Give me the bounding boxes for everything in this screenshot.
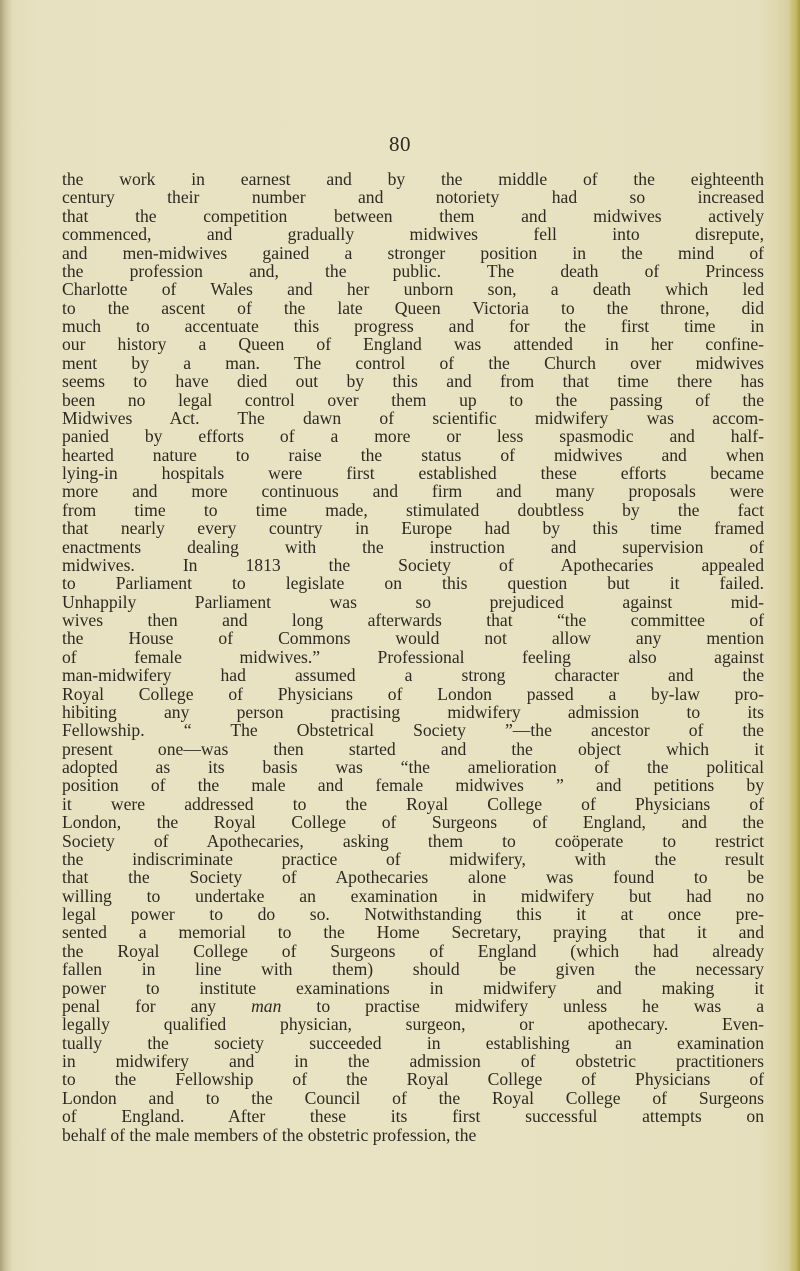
text-line: man-midwifery had assumed a strong character and the (62, 665, 764, 686)
text-line: the House of Commons would not allow any mention (62, 628, 764, 649)
text-line: behalf of the male members of the obstetric profession, the (62, 1124, 477, 1145)
text-line: the indiscriminate practice of midwifery, with the result (62, 848, 764, 869)
text-line: legally qualified physician, surgeon, or apothecary. Even- (62, 1014, 764, 1035)
page-edge (788, 0, 800, 1271)
text-line: to Parliament to legislate on this question but it failed. (62, 573, 764, 594)
text-line: wives then and long afterwards that “the committee of (62, 610, 764, 630)
text-line: much to accentuate this progress and for the first time in (62, 316, 764, 336)
text-line: been no legal control over them up to the passing of the (62, 389, 764, 410)
text-line: Society of Apothecaries, asking them to coöperate to restrict (62, 830, 764, 851)
text-line: commenced, and gradually midwives fell into disrepute, (62, 224, 764, 245)
text-line: panied by efforts of a more or less spasmodic and half- (62, 426, 764, 447)
text-line: London, the Royal College of Surgeons of England, and the (62, 812, 764, 833)
text-line: hearted nature to raise the status of midwives and when (62, 444, 764, 465)
text-line: century their number and notoriety had so increased (62, 187, 764, 208)
text-line: that the competition between them and midwives actively (62, 205, 764, 226)
emphasis-man: man (251, 995, 282, 1016)
text-line: penal for any man to practise midwifery unless he was a (62, 995, 764, 1016)
text-line: of female midwives.” Professional feeling also against (62, 646, 764, 667)
text-line: ment by a man. The control of the Church over midwives (62, 352, 764, 373)
text-line: to the ascent of the late Queen Victoria to the throne, did (62, 297, 764, 318)
text-line: tually the society succeeded in establishing an examination (62, 1032, 764, 1053)
page-binding-shadow (0, 0, 12, 1271)
text-line: willing to undertake an examination in midwifery but had no (62, 885, 764, 906)
text-line: Royal College of Physicians of London passed a by-law pro- (62, 683, 764, 704)
text-line: more and more continuous and firm and many proposals were (62, 481, 764, 502)
text-line: present one—was then started and the object which it (62, 738, 764, 759)
text-line: sented a memorial to the Home Secretary, praying that it and (62, 922, 764, 943)
text-line: the work in earnest and by the middle of the eighteenth (62, 169, 764, 189)
text-line: Charlotte of Wales and her unborn son, a death which led (62, 279, 764, 300)
page-number: 80 (389, 132, 411, 156)
text-line: Fellowship. “ The Obstetrical Society ”—the ancestor of the (62, 720, 764, 741)
text-line: enactments dealing with the instruction and supervision of (62, 536, 764, 557)
text-line: fallen in line with them) should be given the necessary (62, 959, 764, 980)
text-line: Midwives Act. The dawn of scientific midwifery was accom- (62, 407, 764, 428)
text-line: London and to the Council of the Royal College of Surgeons (62, 1087, 764, 1108)
text-line: to the Fellowship of the Royal College of Physicians of (62, 1069, 764, 1090)
text-line: and men-midwives gained a stronger position in the mind of (62, 242, 764, 263)
text-line: lying-in hospitals were first established these efforts became (62, 463, 764, 483)
text-line: adopted as its basis was “the amelioration of the political (62, 757, 764, 777)
text-line: from time to time made, stimulated doubtless by the fact (62, 499, 764, 520)
text-line: midwives. In 1813 the Society of Apothecaries appealed (62, 554, 764, 575)
text-line: our history a Queen of England was attended in her confine- (62, 334, 764, 355)
text-line: seems to have died out by this and from that time there has (62, 371, 764, 392)
text-line: Unhappily Parliament was so prejudiced against mid- (62, 591, 764, 612)
text-line: of England. After these its first successful attempts on (62, 1106, 764, 1127)
text-line: legal power to do so. Notwithstanding this it at once pre- (62, 904, 764, 924)
text-line: that nearly every country in Europe had by this time framed (62, 518, 764, 539)
text-line: that the Society of Apothecaries alone was found to be (62, 867, 764, 888)
text-line: in midwifery and in the admission of obstetric practitioners (62, 1051, 764, 1071)
text-line: position of the male and female midwives ” and petitions by (62, 775, 764, 796)
body-text (62, 170, 764, 1144)
text-line: it were addressed to the Royal College of Physicians of (62, 793, 764, 814)
text-line: hibiting any person practising midwifery admission to its (62, 701, 764, 722)
text-line: the Royal College of Surgeons of England (which had already (62, 940, 764, 961)
text-line: power to institute examinations in midwifery and making it (62, 977, 764, 998)
text-line: the profession and, the public. The death of Princess (62, 260, 764, 281)
